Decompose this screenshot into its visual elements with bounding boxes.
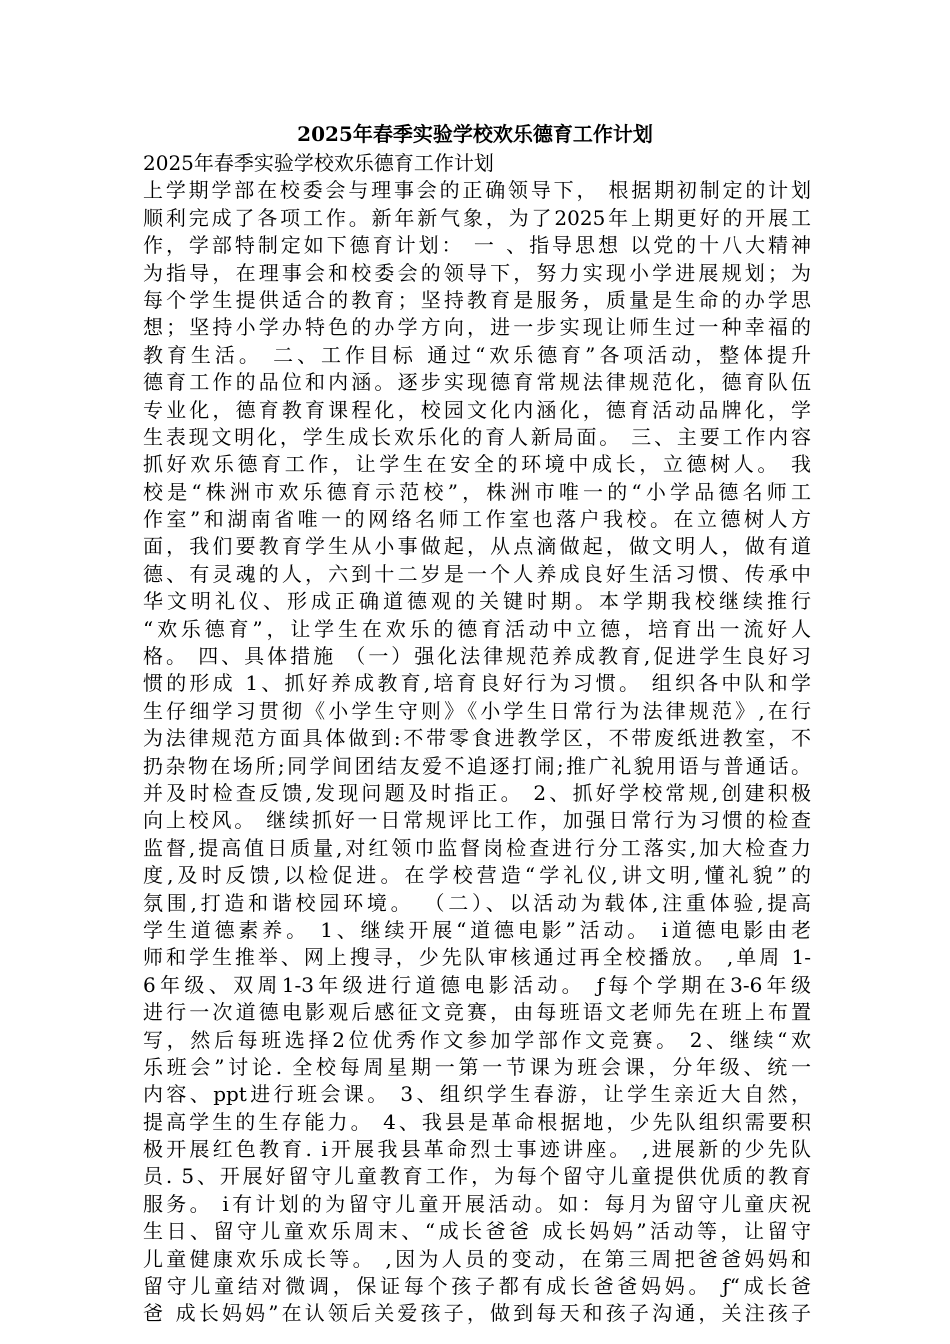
body-line: 度,及时反馈,以检促进。在学校营造“学礼仪,讲文明,懂礼貌”的 <box>143 863 811 888</box>
body-line: 乐班会”讨论. 全校每周星期一第一节课为班会课，分年级、统一 <box>143 1054 811 1079</box>
body-line: 监督,提高值日质量,对红领巾监督岗检查进行分工落实,加大检查力 <box>143 835 811 860</box>
body-line: 为法律规范方面具体做到:不带零食进教学区，不带废纸进教室，不 <box>143 726 811 751</box>
body-line: 6年级、双周1-3年级进行道德电影活动。 ƒ每个学期在3-6年级 <box>143 972 811 997</box>
body-line: 顺利完成了各项工作。新年新气象，为了2025年上期更好的开展工 <box>143 205 811 230</box>
body-line: 极开展红色教育. ⅰ开展我县革命烈士事迹讲座。 ,进展新的少先队 <box>143 1137 811 1162</box>
body-line: 华文明礼仪、形成正确道德观的关键时期。本学期我校继续推行 <box>143 589 811 614</box>
body-line: 儿童健康欢乐成长等。 ,因为人员的变动，在第三周把爸爸妈妈和 <box>143 1246 811 1271</box>
body-line: 想；坚持小学办特色的办学方向，进一步实现让师生过一种幸福的 <box>143 315 811 340</box>
document-body <box>143 150 811 1328</box>
body-line: 格。 四、具体措施 （一）强化法律规范养成教育,促进学生良好习 <box>143 644 811 669</box>
body-line: 员. 5、开展好留守儿童教育工作，为每个留守儿童提供优质的教育 <box>143 1164 811 1189</box>
body-line: 教育生活。 二、工作目标 通过“欢乐德育”各项活动，整体提升 <box>143 342 811 367</box>
body-line: 每个学生提供适合的教育；坚持教育是服务，质量是生命的办学思 <box>143 287 811 312</box>
body-line: 校是“株洲市欢乐德育示范校”，株洲市唯一的“小学品德名师工 <box>143 479 811 504</box>
body-line: 写，然后每班选择2位优秀作文参加学部作文竞赛。 2、继续“欢 <box>143 1027 811 1052</box>
body-line: 作，学部特制定如下德育计划： 一 、指导思想 以党的十八大精神 <box>143 233 811 258</box>
body-line: 2025年春季实验学校欢乐德育工作计划 <box>143 151 494 175</box>
body-line: 氛围,打造和谐校园环境。 （二）、以活动为载体,注重体验,提高 <box>143 890 811 915</box>
body-line: 扔杂物在场所;同学间团结友爱不追逐打闹;推广礼貌用语与普通话。 <box>143 753 811 778</box>
body-line: 为指导，在理事会和校委会的领导下，努力实现小学进展规划；为 <box>143 260 811 285</box>
body-line: 惯的形成 1、抓好养成教育,培育良好行为习惯。 组织各中队和学 <box>143 671 811 696</box>
body-line: 面，我们要教育学生从小事做起，从点滴做起，做文明人，做有道 <box>143 534 811 559</box>
body-line: 生日、留守儿童欢乐周末、“成长爸爸 成长妈妈”活动等，让留守 <box>143 1219 811 1244</box>
body-line: 专业化，德育教育课程化，校园文化内涵化，德育活动品牌化，学 <box>143 397 811 422</box>
body-line: 提高学生的生存能力。 4、我县是革命根据地，少先队组织需要积 <box>143 1109 811 1134</box>
body-line: 并及时检查反馈,发现问题及时指正。 2、抓好学校常规,创建积极 <box>143 780 811 805</box>
body-line: 生表现文明化，学生成长欢乐化的育人新局面。 三、主要工作内容 <box>143 424 811 449</box>
body-line: 作室”和湖南省唯一的网络名师工作室也落户我校。在立德树人方 <box>143 507 811 532</box>
body-line: 学生道德素养。 1、继续开展“道德电影”活动。 ⅰ道德电影由老 <box>143 917 811 942</box>
body-line: 内容、ppt进行班会课。 3、组织学生春游，让学生亲近大自然， <box>143 1082 811 1107</box>
body-line: 上学期学部在校委会与理事会的正确领导下， 根据期初制定的计划 <box>143 178 811 203</box>
document-title: 2025年春季实验学校欢乐德育工作计划 <box>297 122 653 146</box>
body-line: 爸 成长妈妈”在认领后关爱孩子，做到每天和孩子沟通，关注孩子 <box>143 1301 811 1326</box>
body-line: 德、有灵魂的人，六到十二岁是一个人养成良好生活习惯、传承中 <box>143 561 811 586</box>
body-line: 师和学生推举、网上搜寻，少先队审核通过再全校播放。 ,单周 1- <box>143 945 811 970</box>
body-line: 服务。 ⅰ有计划的为留守儿童开展活动。如：每月为留守儿童庆祝 <box>143 1191 811 1216</box>
body-line: 向上校风。 继续抓好一日常规评比工作，加强日常行为习惯的检查 <box>143 808 811 833</box>
body-line: 留守儿童结对微调，保证每个孩子都有成长爸爸妈妈。 ƒ“成长爸 <box>143 1274 811 1299</box>
body-line: “欢乐德育”，让学生在欢乐的德育活动中立德，培育出一流好人 <box>143 616 811 641</box>
body-line: 进行一次道德电影观后感征文竞赛，由每班语文老师先在班上布置 <box>143 1000 811 1025</box>
body-line: 生仔细学习贯彻《小学生守则》《小学生日常行为法律规范》,在行 <box>143 698 811 723</box>
body-line: 德育工作的品位和内涵。逐步实现德育常规法律规范化，德育队伍 <box>143 370 811 395</box>
body-line: 抓好欢乐德育工作，让学生在安全的环境中成长，立德树人。 我 <box>143 452 811 477</box>
